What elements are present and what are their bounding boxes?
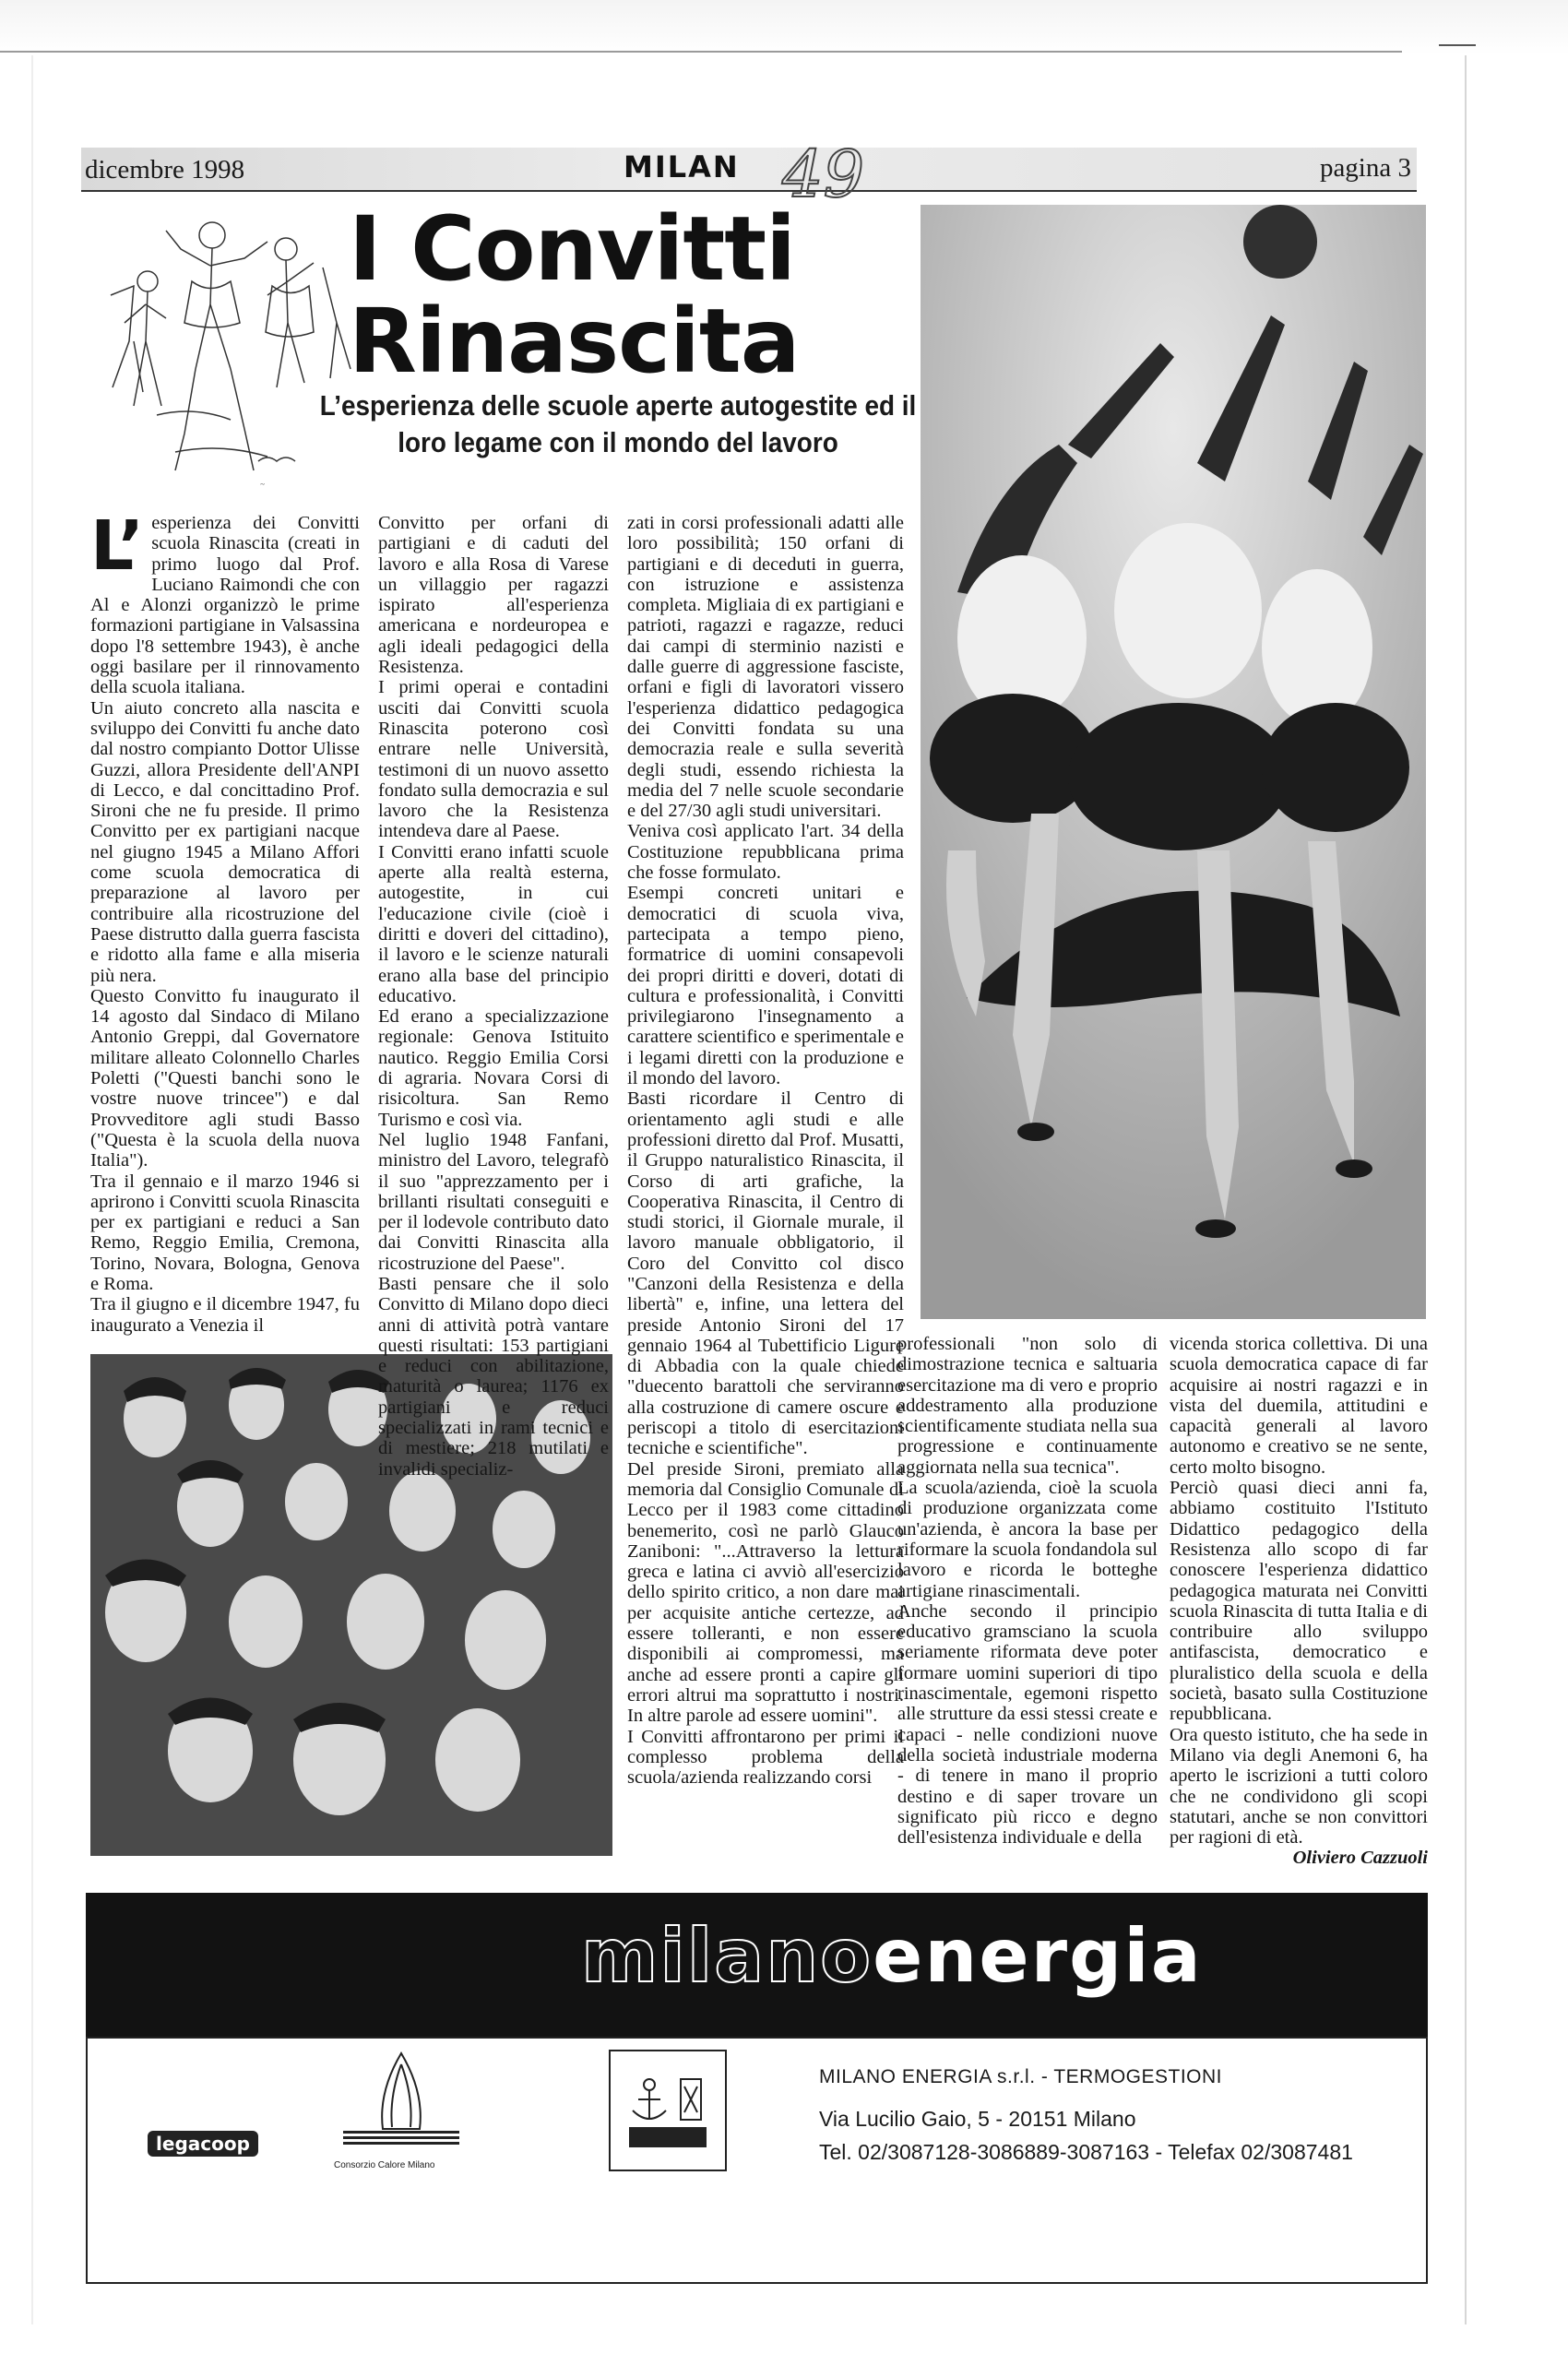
newspaper-logo: MILAN <box>624 149 740 184</box>
page-fold <box>1465 55 1467 2324</box>
article-column-4 <box>897 1334 1158 1848</box>
svg-text:~: ~ <box>260 480 265 489</box>
article-column-3 <box>627 513 904 1788</box>
volleyball-girls-photo <box>921 205 1426 1319</box>
company-address: Via Lucilio Gaio, 5 - 20151 Milano <box>819 2107 1136 2131</box>
article-column-5 <box>1170 1334 1428 1869</box>
article-paragraph: Basti ricordare il Centro di orientamento agli studi e alle professioni diretto dal Prof. Musatti, il Gruppo naturalistico Rinascita, il Corso di arti grafiche, la Cooperativa Rinascita, il Centro di studi storici, il Giornale murale, il lavoro manuale obbligatorio, il Coro del Convitto col disco "Canzoni della Resistenza e della libertà" e, infine, una lettera del preside Antonio Sironi del 17 gennaio 1964 al Tubettificio Ligure di Abbadia con la quale chiede "duecento barattoli che serviranno alla costruzione di camere oscure e periscopi a titolo di esercitazioni tecniche e scientifiche". <box>627 1088 904 1459</box>
issue-date: dicembre 1998 <box>85 155 245 184</box>
author-signature: Oliviero Cazzuoli <box>1292 1848 1428 1869</box>
article-paragraph: I primi operai e contadini usciti dai Convitti scuola Rinascita poterono così entrare nelle Università, testimoni di un nuovo assetto fondato sulla democrazia e sul lavoro che la Resistenza intendeva dare al Paese. <box>378 677 609 842</box>
scan-edge <box>0 0 1568 55</box>
brand-outline-text: milano <box>581 1913 873 1999</box>
article-paragraph: Un aiuto concreto alla nascita e sviluppo dei Convitti fu anche dato dal nostro compianto Dottor Ulisse Guzzi, allora Presidente dell'ANPI di Lecco, e dal concittadino Prof. Sironi che ne fu preside. Il primo Convitto per ex partigiani nacque nel giugno 1945 a Milano Affori come scuola democratica di preparazione al lavoro per contribuire alla ricostruzione del Paese distrutto dalla guerra fascista e ridotto alla fame e alla miseria più nera. <box>90 697 360 986</box>
article-title: I Convitti Rinascita <box>349 197 800 393</box>
article-paragraph: Perciò quasi dieci anni fa, abbiamo costituito l'Istituto Didattico pedagogico della Resistenza allo scopo di far conoscere l'esperienza didattico pedagogica maturata nei Convitti scuola Rinascita di tutta Italia e di contribuire allo sviluppo antifascista, democratico e pluralistico della scuola e della società, basato sulla Costituzione repubblicana. <box>1170 1478 1428 1725</box>
article-column-2 <box>378 513 609 1480</box>
article-subtitle: L’esperienza delle scuole aperte autogestite ed il loro legame con il mondo del lavoro <box>319 389 917 458</box>
article-paragraph: Tra il gennaio e il marzo 1946 si aprirono i Convitti scuola Rinascita per ex partigiani e reduci a San Remo, Reggio Emilia, Cremona, Torino, Novara, Bologna, Genova e Roma. <box>90 1171 360 1294</box>
article-paragraph: Questo Convitto fu inaugurato il 14 agosto dal Sindaco di Milano Antonio Greppi, dal Governatore militare alleato Colonnello Charles Poletti ("Questi banchi sono le vostre nuove trincee") e dal Provveditore agli studi Basso ("Questa è la scuola della nuova Italia"). <box>90 985 360 1171</box>
scan-line <box>1439 44 1476 46</box>
brand-solid-text: energia <box>873 1913 1203 1999</box>
consorzio-calore-label: Consorzio Calore Milano <box>334 2160 435 2170</box>
header-band <box>81 148 1417 192</box>
article-paragraph: Anche secondo il principio educativo gramsciano la scuola seriamente riformata deve poter formare uomini superiori di tipo rinascimentale, egemoni rispetto alle strutture da essi stessi create e capaci - nelle condizioni nuove della società industriale moderna - di tenere in mano il proprio destino e di saper trovare un significato più ricco e degno dell'esistenza individuale e della <box>897 1600 1158 1849</box>
company-name: MILANO ENERGIA s.r.l. - TERMOGESTIONI <box>819 2066 1223 2087</box>
article-paragraph: Nel luglio 1948 Fanfani, ministro del Lavoro, telegrafò il suo "apprezzamento per i brillanti risultati conseguiti e per il lodevole contributo dato dai Convitti Rinascita alla ricostruzione del Paese". <box>378 1129 609 1274</box>
legacoop-logo: legacoop <box>148 2131 258 2157</box>
company-phone: Tel. 02/3087128-3086889-3087163 - Telefax 02/3087481 <box>819 2140 1353 2164</box>
article-paragraph: La scuola/azienda, cioè la scuola di produzione organizzata come un'azienda, è ancora la base per riformare la scuola fondandola sul lavoro e ricorda le botteghe artigiane rinascimentali. <box>897 1478 1158 1601</box>
article-paragraph: Tra il giugno e il dicembre 1947, fu inaugurato a Venezia il <box>90 1294 360 1336</box>
article-paragraph: zati in corsi professionali adatti alle loro possibilità; 150 orfani di partigiani e di deceduti in guerra, con istruzione e assistenza completa. Migliaia di ex partigiani e patrioti, ragazzi e ragazze, reduci dai campi di sterminio nazisti e dalle guerre di aggressione fasciste, orfani e figli di lavoratori vissero l'esperienza didattico pedagogica dei Convitti fondata su una democrazia reale e sulla severità degli studi, essendo richiesta la media del 7 nelle scuole secondarie e del 27/30 agli studi universitari. <box>627 513 904 822</box>
page-number: pagina 3 <box>1319 153 1411 183</box>
article-paragraph: Veniva così applicato l'art. 34 della Costituzione repubblicana prima che fosse formulato. <box>627 821 904 884</box>
article-paragraph: Basti pensare che il solo Convitto di Milano dopo dieci anni di attività potrà vantare questi risultati: 153 partigiani e reduci con abilitazione, maturità o laurea; 1176 ex partigiani e reduci specializzati in rami tecnici e di mestiere; 218 mutilati e invalidi specializ- <box>378 1273 609 1480</box>
anchor-certification-icon <box>616 2066 719 2155</box>
consorzio-calore-logo <box>341 2046 461 2147</box>
article-paragraph: Convitto per orfani di partigiani e di caduti del lavoro e alla Rosa di Varese un villaggio per ragazzi ispirato all'esperienza americana e nordeuropea e agli ideali pedagogici della Resistenza. <box>378 513 609 678</box>
newspaper-logo-number: 49 <box>782 137 865 212</box>
page-fold <box>31 55 33 2324</box>
article-paragraph: esperienza dei Convitti scuola Rinascita (creati in primo luogo dal Prof. Luciano Raimondi che con Al e Alonzi organizzò le prime formazioni partigiane in Valsassina dopo l'8 settembre 1943), è anche oggi basilare per il rinnovamento della scuola italiana. <box>90 513 360 698</box>
scan-line <box>0 51 1402 53</box>
article-paragraph: vicenda storica collettiva. Di una scuola democratica capace di far acquisire ai nostri ragazzi e in vista del duemila, attitudini e capacità generali al lavoro autonomo e creativo se ne sente, certo molto bisogno. <box>1170 1334 1428 1478</box>
article-paragraph: I Convitti erano infatti scuole aperte alla realtà esterna, autogestite, in cui l'educazione civile (cioè i diritti e doveri del cittadino), il lavoro e le scienze naturali erano alla base del principio educativo. <box>378 841 609 1006</box>
drop-cap: L’ <box>90 506 145 586</box>
milanoenergia-logo <box>581 1913 1203 1999</box>
article-column-1 <box>90 506 360 1336</box>
article-paragraph: Ed erano a specializzazione regionale: Genova Istituito nautico. Reggio Emilia Corsi di agraria. Novara Corsi di risicoltura. San Remo Turismo e così via. <box>378 1006 609 1130</box>
article-paragraph: Ora questo istituto, che ha sede in Milano via degli Anemoni 6, ha aperto le iscrizioni a tutti coloro che ne condividono gli scopi statutari, anche se non convittori per ragioni di età. <box>1170 1724 1428 1849</box>
article-paragraph: Del preside Sironi, premiato alla memoria dal Consiglio Comunale di Lecco per il 1983 come cittadino benemerito, così ne parlò Glauco Zaniboni: "...Attraverso la lettura greca e latina ci avviò all'esercizio dello spirito critico, a non dare mai per acquisite antiche certezze, ad essere tolleranti, e non essere disponibili ai compromessi, ma anche ad essere pronti a capire gli errori altrui ma soprattutto i nostri. In altre parole ad essere uomini". <box>627 1458 904 1727</box>
article-paragraph: I Convitti affrontarono per primi il complesso problema della scuola/azienda realizzando corsi <box>627 1726 904 1789</box>
article-paragraph: professionali "non solo di dimostrazione tecnica e saltuaria esercitazione ma di vero e proprio addestramento alla produzione scientificamente studiata nella sua progressione e continuamente aggiornata nella sua tecnica". <box>897 1334 1158 1478</box>
article-paragraph: Esempi concreti unitari e democratici di scuola viva, partecipata a tempo pieno, formatrice di uomini consapevoli dei propri diritti e doveri, dotati di cultura e professionalità, i Convitti privilegiarono l'insegnamento a carattere scientifico e sperimentale e i legami diretti con la produzione e il mondo del lavoro. <box>627 883 904 1089</box>
